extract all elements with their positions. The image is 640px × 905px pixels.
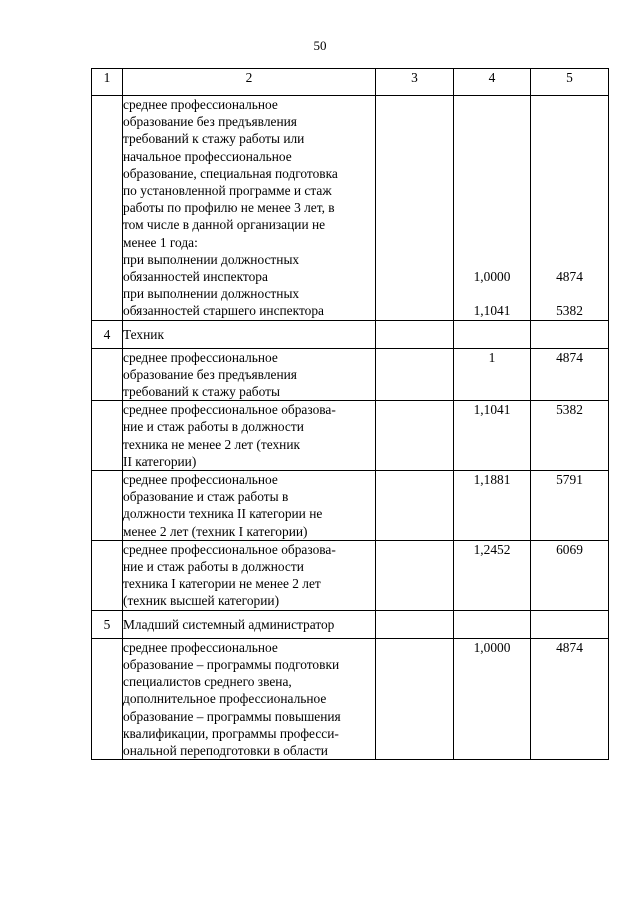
- qualification-line: среднее профессиональное: [123, 349, 278, 365]
- qualification-line: среднее профессиональное образова-: [123, 402, 336, 418]
- qualification-line: специалистов среднего звена,: [123, 674, 292, 690]
- coefficient-cell: 1,0000: [454, 638, 531, 759]
- row-number-cell: [92, 401, 123, 471]
- row-number-cell: [92, 348, 123, 401]
- table-row: [92, 471, 609, 541]
- tariff-table: [91, 68, 609, 760]
- qualification-line: ональной переподготовки в области: [123, 742, 328, 758]
- col3-cell: [376, 540, 454, 610]
- salary-cell: [531, 96, 609, 321]
- qualification-line: образование – программы повышения: [123, 708, 341, 724]
- salary-cell: 5382: [531, 401, 609, 471]
- qualification-line: образование без предъявления: [123, 366, 297, 382]
- qualification-line: среднее профессиональное: [123, 97, 278, 112]
- salary-cell: 4874: [531, 638, 609, 759]
- coefficient-cell: 1: [454, 348, 531, 401]
- col3-cell: [376, 638, 454, 759]
- qualification-line: квалификации, программы професси-: [123, 725, 339, 741]
- coefficient-inspector: 1,0000: [473, 268, 511, 284]
- qualification-cell: [123, 540, 376, 610]
- coefficient-senior-inspector: 1,1041: [473, 303, 511, 319]
- coefficient-cell: 1,2452: [454, 540, 531, 610]
- col3-cell: [376, 471, 454, 541]
- qualification-line: начальное профессиональное: [123, 148, 292, 164]
- qualification-cell: [123, 401, 376, 471]
- col3-cell: [376, 96, 454, 321]
- qualification-line: требований к стажу работы или: [123, 131, 305, 147]
- qualification-line: работы по профилю не менее 3 лет, в: [123, 200, 335, 216]
- qualification-line: среднее профессиональное: [123, 472, 278, 488]
- coefficient-cell: 1,1041: [454, 401, 531, 471]
- qualification-line: образование – программы подготовки: [123, 656, 340, 672]
- qualification-line: ние и стаж работы в должности: [123, 559, 304, 575]
- col4-cell: [454, 610, 531, 638]
- qualification-line: том числе в данной организации не: [123, 217, 326, 233]
- table-row: [92, 540, 609, 610]
- header-col-4: 4: [454, 69, 531, 96]
- row-number-cell: [92, 540, 123, 610]
- table-row: [92, 96, 609, 321]
- table-row: [92, 638, 609, 759]
- row-number-cell: 5: [92, 610, 123, 638]
- qualification-line: при выполнении должностных: [123, 251, 300, 267]
- header-col-1: 1: [92, 69, 123, 96]
- qualification-line: II категории): [123, 453, 197, 469]
- qualification-cell: [123, 348, 376, 401]
- qualification-line: обязанностей инспектора: [123, 269, 268, 285]
- position-title: Техник: [123, 320, 376, 348]
- row-number-cell: 4: [92, 320, 123, 348]
- row-number-cell: [92, 638, 123, 759]
- qualification-cell: [123, 96, 376, 321]
- qualification-line: менее 1 года:: [123, 234, 198, 250]
- salary-cell: 6069: [531, 540, 609, 610]
- coefficient-cell: 1,1881: [454, 471, 531, 541]
- qualification-line: ние и стаж работы в должности: [123, 419, 304, 435]
- row-number-cell: [92, 96, 123, 321]
- qualification-line: (техник высшей категории): [123, 593, 280, 609]
- col5-cell: [531, 610, 609, 638]
- salary-cell: 4874: [531, 348, 609, 401]
- col3-cell: [376, 348, 454, 401]
- table-row: [92, 401, 609, 471]
- qualification-line: образование и стаж работы в: [123, 489, 289, 505]
- qualification-line: образование без предъявления: [123, 114, 297, 130]
- qualification-line: среднее профессиональное: [123, 639, 278, 655]
- qualification-line: при выполнении должностных: [123, 286, 300, 302]
- header-row: [92, 69, 609, 96]
- qualification-line: менее 2 лет (техник I категории): [123, 523, 308, 539]
- section-row: [92, 320, 609, 348]
- salary-inspector: 4874: [556, 268, 583, 284]
- qualification-line: должности техника II категории не: [123, 506, 323, 522]
- qualification-line: требований к стажу работы: [123, 384, 280, 400]
- header-col-3: 3: [376, 69, 454, 96]
- header-col-2: 2: [123, 69, 376, 96]
- qualification-cell: [123, 471, 376, 541]
- qualification-line: техника не менее 2 лет (техник: [123, 436, 300, 452]
- salary-cell: 5791: [531, 471, 609, 541]
- col3-cell: [376, 320, 454, 348]
- coefficient-cell: [454, 96, 531, 321]
- header-col-5: 5: [531, 69, 609, 96]
- qualification-line: по установленной программе и стаж: [123, 183, 332, 199]
- qualification-line: техника I категории не менее 2 лет: [123, 576, 321, 592]
- col3-cell: [376, 610, 454, 638]
- col4-cell: [454, 320, 531, 348]
- salary-senior-inspector: 5382: [556, 303, 583, 319]
- qualification-line: обязанностей старшего инспектора: [123, 303, 324, 319]
- row-number-cell: [92, 471, 123, 541]
- table-row: [92, 348, 609, 401]
- col5-cell: [531, 320, 609, 348]
- page-number: 50: [313, 38, 327, 53]
- qualification-line: образование, специальная подготовка: [123, 165, 338, 181]
- qualification-line: среднее профессиональное образова-: [123, 541, 336, 557]
- section-row: [92, 610, 609, 638]
- position-title: Младший системный администратор: [123, 610, 376, 638]
- qualification-line: дополнительное профессиональное: [123, 691, 327, 707]
- col3-cell: [376, 401, 454, 471]
- qualification-cell: [123, 638, 376, 759]
